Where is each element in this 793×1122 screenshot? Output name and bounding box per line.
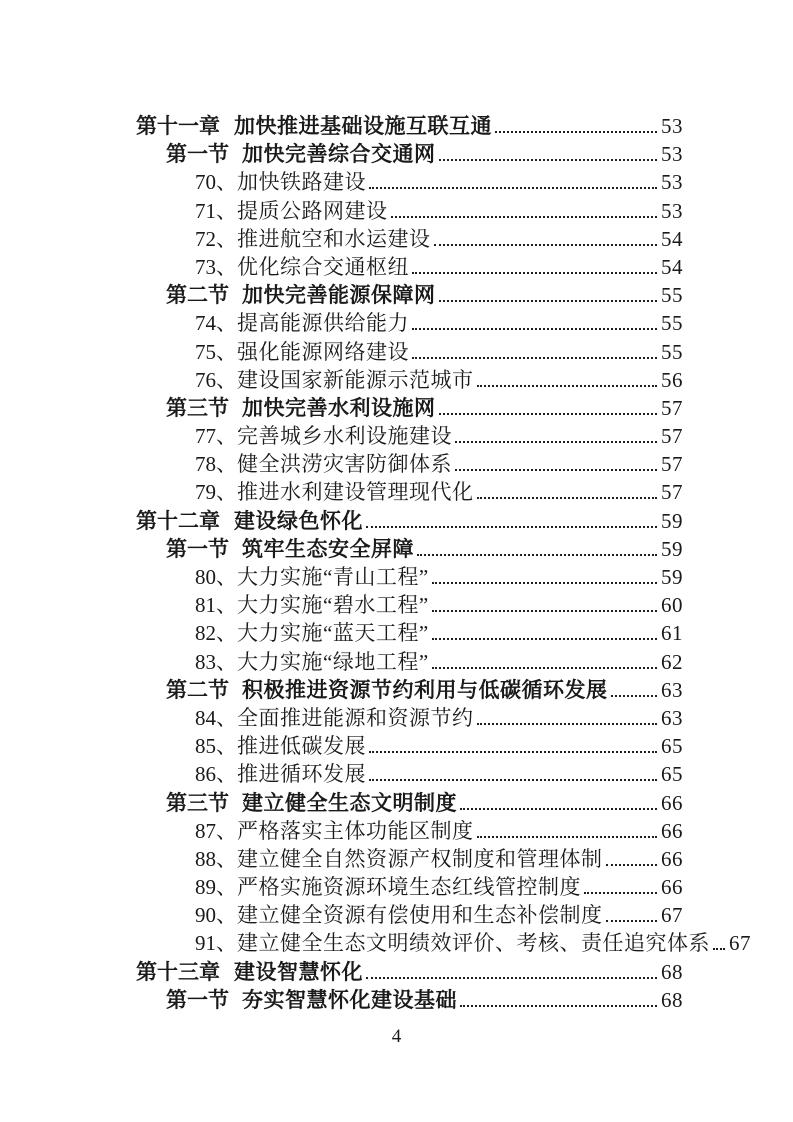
dotted-leader-line bbox=[369, 186, 657, 189]
entry-page-number: 57 bbox=[661, 395, 683, 420]
toc-entry bbox=[136, 422, 683, 450]
toc-entry bbox=[136, 873, 683, 901]
toc-entry bbox=[136, 309, 683, 337]
entry-page-number: 66 bbox=[661, 846, 683, 871]
entry-page-number: 59 bbox=[661, 565, 683, 589]
dotted-leader-line bbox=[439, 158, 658, 161]
toc-entry bbox=[136, 281, 683, 309]
toc-entry bbox=[136, 986, 683, 1014]
entry-page-number: 55 bbox=[661, 283, 683, 308]
entry-title: 建立健全自然资源产权制度和管理体制 bbox=[237, 846, 603, 871]
dotted-leader-line bbox=[460, 807, 657, 810]
entry-label: 83、 bbox=[195, 649, 237, 674]
entry-label: 71、 bbox=[195, 198, 237, 223]
entry-title: 完善城乡水利设施建设 bbox=[237, 424, 452, 449]
dotted-leader-line bbox=[495, 130, 657, 133]
toc-entry bbox=[136, 225, 683, 253]
dotted-leader-line bbox=[369, 778, 657, 781]
entry-title: 建立健全资源有偿使用和生态补偿制度 bbox=[237, 903, 603, 928]
dotted-leader-line bbox=[412, 327, 657, 330]
dotted-leader-line bbox=[477, 722, 658, 725]
entry-label: 84、 bbox=[195, 705, 237, 730]
entry-title: 积极推进资源节约利用与低碳循环发展 bbox=[242, 677, 608, 702]
dotted-leader-line bbox=[391, 215, 658, 218]
footer-page-number: 4 bbox=[391, 1026, 402, 1047]
entry-title: 提高能源供给能力 bbox=[237, 311, 409, 336]
dotted-leader-line bbox=[412, 271, 657, 274]
entry-label: 80、 bbox=[195, 565, 237, 589]
dotted-leader-line bbox=[432, 581, 657, 584]
entry-title: 推进低碳发展 bbox=[237, 734, 366, 759]
toc-entry bbox=[136, 394, 683, 422]
entry-page-number: 55 bbox=[661, 339, 683, 364]
entry-title: 全面推进能源和资源节约 bbox=[237, 705, 474, 730]
toc-entry bbox=[136, 929, 751, 957]
entry-page-number: 54 bbox=[661, 226, 683, 251]
entry-title: 夯实智慧怀化建设基础 bbox=[242, 987, 457, 1012]
entry-page-number: 53 bbox=[661, 198, 683, 223]
toc-entry bbox=[136, 648, 683, 676]
entry-title: 加快完善综合交通网 bbox=[242, 142, 436, 167]
entry-title: 强化能源网络建设 bbox=[237, 339, 409, 364]
entry-page-number: 65 bbox=[661, 762, 683, 787]
toc-entry bbox=[136, 507, 683, 535]
entry-title: 推进航空和水运建设 bbox=[237, 226, 431, 251]
entry-label: 85、 bbox=[195, 734, 237, 759]
dotted-leader-line bbox=[439, 299, 658, 302]
entry-page-number: 56 bbox=[661, 367, 683, 392]
entry-page-number: 57 bbox=[661, 424, 683, 449]
dotted-leader-line bbox=[432, 637, 657, 640]
entry-title: 建立健全生态文明制度 bbox=[242, 790, 457, 815]
entry-page-number: 53 bbox=[661, 114, 683, 138]
entry-title: 健全洪涝灾害防御体系 bbox=[237, 452, 452, 477]
toc-entry bbox=[136, 704, 683, 732]
entry-title: 推进水利建设管理现代化 bbox=[237, 480, 474, 505]
entry-label: 第一节 bbox=[166, 142, 229, 167]
dotted-leader-line bbox=[417, 553, 657, 556]
entry-page-number: 61 bbox=[661, 621, 683, 646]
toc-entry bbox=[136, 760, 683, 788]
entry-page-number: 63 bbox=[661, 677, 683, 702]
entry-title: 建设智慧怀化 bbox=[234, 960, 363, 984]
entry-label: 74、 bbox=[195, 311, 237, 336]
toc-entry bbox=[136, 732, 683, 760]
entry-label: 76、 bbox=[195, 367, 237, 392]
toc-entry bbox=[136, 817, 683, 845]
entry-label: 75、 bbox=[195, 339, 237, 364]
entry-page-number: 60 bbox=[661, 593, 683, 618]
toc-entry bbox=[136, 845, 683, 873]
entry-page-number: 68 bbox=[661, 959, 683, 984]
dotted-leader-line bbox=[611, 694, 658, 697]
entry-label: 90、 bbox=[195, 903, 237, 928]
toc-entry bbox=[136, 619, 683, 647]
toc-entry bbox=[136, 591, 683, 619]
entry-title: 严格实施资源环境生态红线管控制度 bbox=[237, 875, 581, 900]
entry-page-number: 68 bbox=[661, 987, 683, 1012]
entry-title: 筑牢生态安全屏障 bbox=[242, 536, 414, 561]
entry-label: 第二节 bbox=[166, 677, 229, 702]
entry-label: 第二节 bbox=[166, 283, 229, 308]
dotted-leader-line bbox=[432, 666, 657, 669]
toc-entry bbox=[136, 450, 683, 478]
dotted-leader-line bbox=[477, 384, 658, 387]
entry-page-number: 59 bbox=[661, 508, 683, 533]
dotted-leader-line bbox=[455, 440, 657, 443]
entry-label: 73、 bbox=[195, 254, 237, 279]
toc-entry bbox=[136, 197, 683, 225]
entry-page-number: 66 bbox=[661, 875, 683, 900]
dotted-leader-line bbox=[366, 976, 657, 979]
toc-entry bbox=[136, 168, 683, 196]
toc-entry bbox=[136, 140, 683, 168]
entry-title: 建设国家新能源示范城市 bbox=[237, 367, 474, 392]
entry-label: 第十三章 bbox=[136, 960, 220, 984]
dotted-leader-line bbox=[439, 412, 658, 415]
entry-label: 第一节 bbox=[166, 536, 229, 561]
dotted-leader-line bbox=[434, 243, 658, 246]
entry-label: 第十一章 bbox=[136, 115, 220, 138]
entry-page-number: 57 bbox=[661, 452, 683, 477]
entry-page-number: 53 bbox=[661, 170, 683, 195]
dotted-leader-line bbox=[477, 496, 658, 499]
toc-entry bbox=[136, 478, 683, 506]
entry-title: 大力实施“绿地工程” bbox=[237, 649, 429, 674]
dotted-leader-line bbox=[477, 835, 658, 838]
entry-title: 加快完善能源保障网 bbox=[242, 283, 436, 308]
entry-label: 第十二章 bbox=[136, 509, 220, 533]
entry-label: 79、 bbox=[195, 480, 237, 505]
entry-label: 88、 bbox=[195, 846, 237, 871]
entry-label: 70、 bbox=[195, 170, 237, 195]
toc-entry bbox=[136, 901, 683, 929]
toc-entry bbox=[136, 535, 683, 563]
entry-label: 89、 bbox=[195, 875, 237, 900]
entry-label: 第一节 bbox=[166, 987, 229, 1012]
entry-page-number: 59 bbox=[661, 536, 683, 561]
entry-title: 推进循环发展 bbox=[237, 762, 366, 787]
toc-entry bbox=[136, 366, 683, 394]
dotted-leader-line bbox=[412, 356, 657, 359]
entry-page-number: 62 bbox=[661, 649, 683, 674]
entry-title: 加快完善水利设施网 bbox=[242, 395, 436, 420]
entry-title: 建立健全生态文明绩效评价、考核、责任追究体系 bbox=[237, 931, 710, 956]
toc-list bbox=[136, 112, 751, 1014]
entry-label: 72、 bbox=[195, 226, 237, 251]
entry-title: 严格落实主体功能区制度 bbox=[237, 818, 474, 843]
toc-entry bbox=[136, 563, 683, 591]
entry-page-number: 66 bbox=[661, 790, 683, 815]
entry-label: 86、 bbox=[195, 762, 237, 787]
entry-label: 77、 bbox=[195, 424, 237, 449]
toc-entry bbox=[136, 253, 683, 281]
toc-entry bbox=[136, 676, 683, 704]
entry-title: 大力实施“蓝天工程” bbox=[237, 621, 429, 646]
entry-label: 87、 bbox=[195, 818, 237, 843]
entry-page-number: 66 bbox=[661, 818, 683, 843]
dotted-leader-line bbox=[432, 609, 657, 612]
entry-title: 加快推进基础设施互联互通 bbox=[234, 115, 492, 138]
entry-label: 91、 bbox=[195, 931, 237, 956]
toc-entry bbox=[136, 789, 683, 817]
toc-entry bbox=[136, 112, 683, 140]
entry-label: 第三节 bbox=[166, 395, 229, 420]
entry-title: 优化综合交通枢纽 bbox=[237, 254, 409, 279]
entry-title: 大力实施“青山工程” bbox=[237, 565, 429, 589]
entry-page-number: 65 bbox=[661, 734, 683, 759]
entry-title: 大力实施“碧水工程” bbox=[237, 593, 429, 618]
dotted-leader-line bbox=[606, 863, 658, 866]
dotted-leader-line bbox=[713, 947, 725, 950]
entry-page-number: 67 bbox=[729, 931, 751, 956]
entry-label: 82、 bbox=[195, 621, 237, 646]
toc-entry bbox=[136, 338, 683, 366]
entry-page-number: 53 bbox=[661, 142, 683, 167]
dotted-leader-line bbox=[584, 891, 657, 894]
entry-page-number: 55 bbox=[661, 311, 683, 336]
entry-label: 第三节 bbox=[166, 790, 229, 815]
entry-title: 建设绿色怀化 bbox=[234, 509, 363, 533]
entry-page-number: 57 bbox=[661, 480, 683, 505]
dotted-leader-line bbox=[366, 525, 657, 528]
entry-label: 78、 bbox=[195, 452, 237, 477]
entry-title: 加快铁路建设 bbox=[237, 170, 366, 195]
toc-entry bbox=[136, 958, 683, 986]
dotted-leader-line bbox=[369, 750, 657, 753]
entry-page-number: 67 bbox=[661, 903, 683, 928]
dotted-leader-line bbox=[455, 468, 657, 471]
entry-page-number: 63 bbox=[661, 705, 683, 730]
entry-title: 提质公路网建设 bbox=[237, 198, 388, 223]
entry-page-number: 54 bbox=[661, 254, 683, 279]
dotted-leader-line bbox=[460, 1004, 657, 1007]
dotted-leader-line bbox=[606, 919, 658, 922]
entry-label: 81、 bbox=[195, 593, 237, 618]
